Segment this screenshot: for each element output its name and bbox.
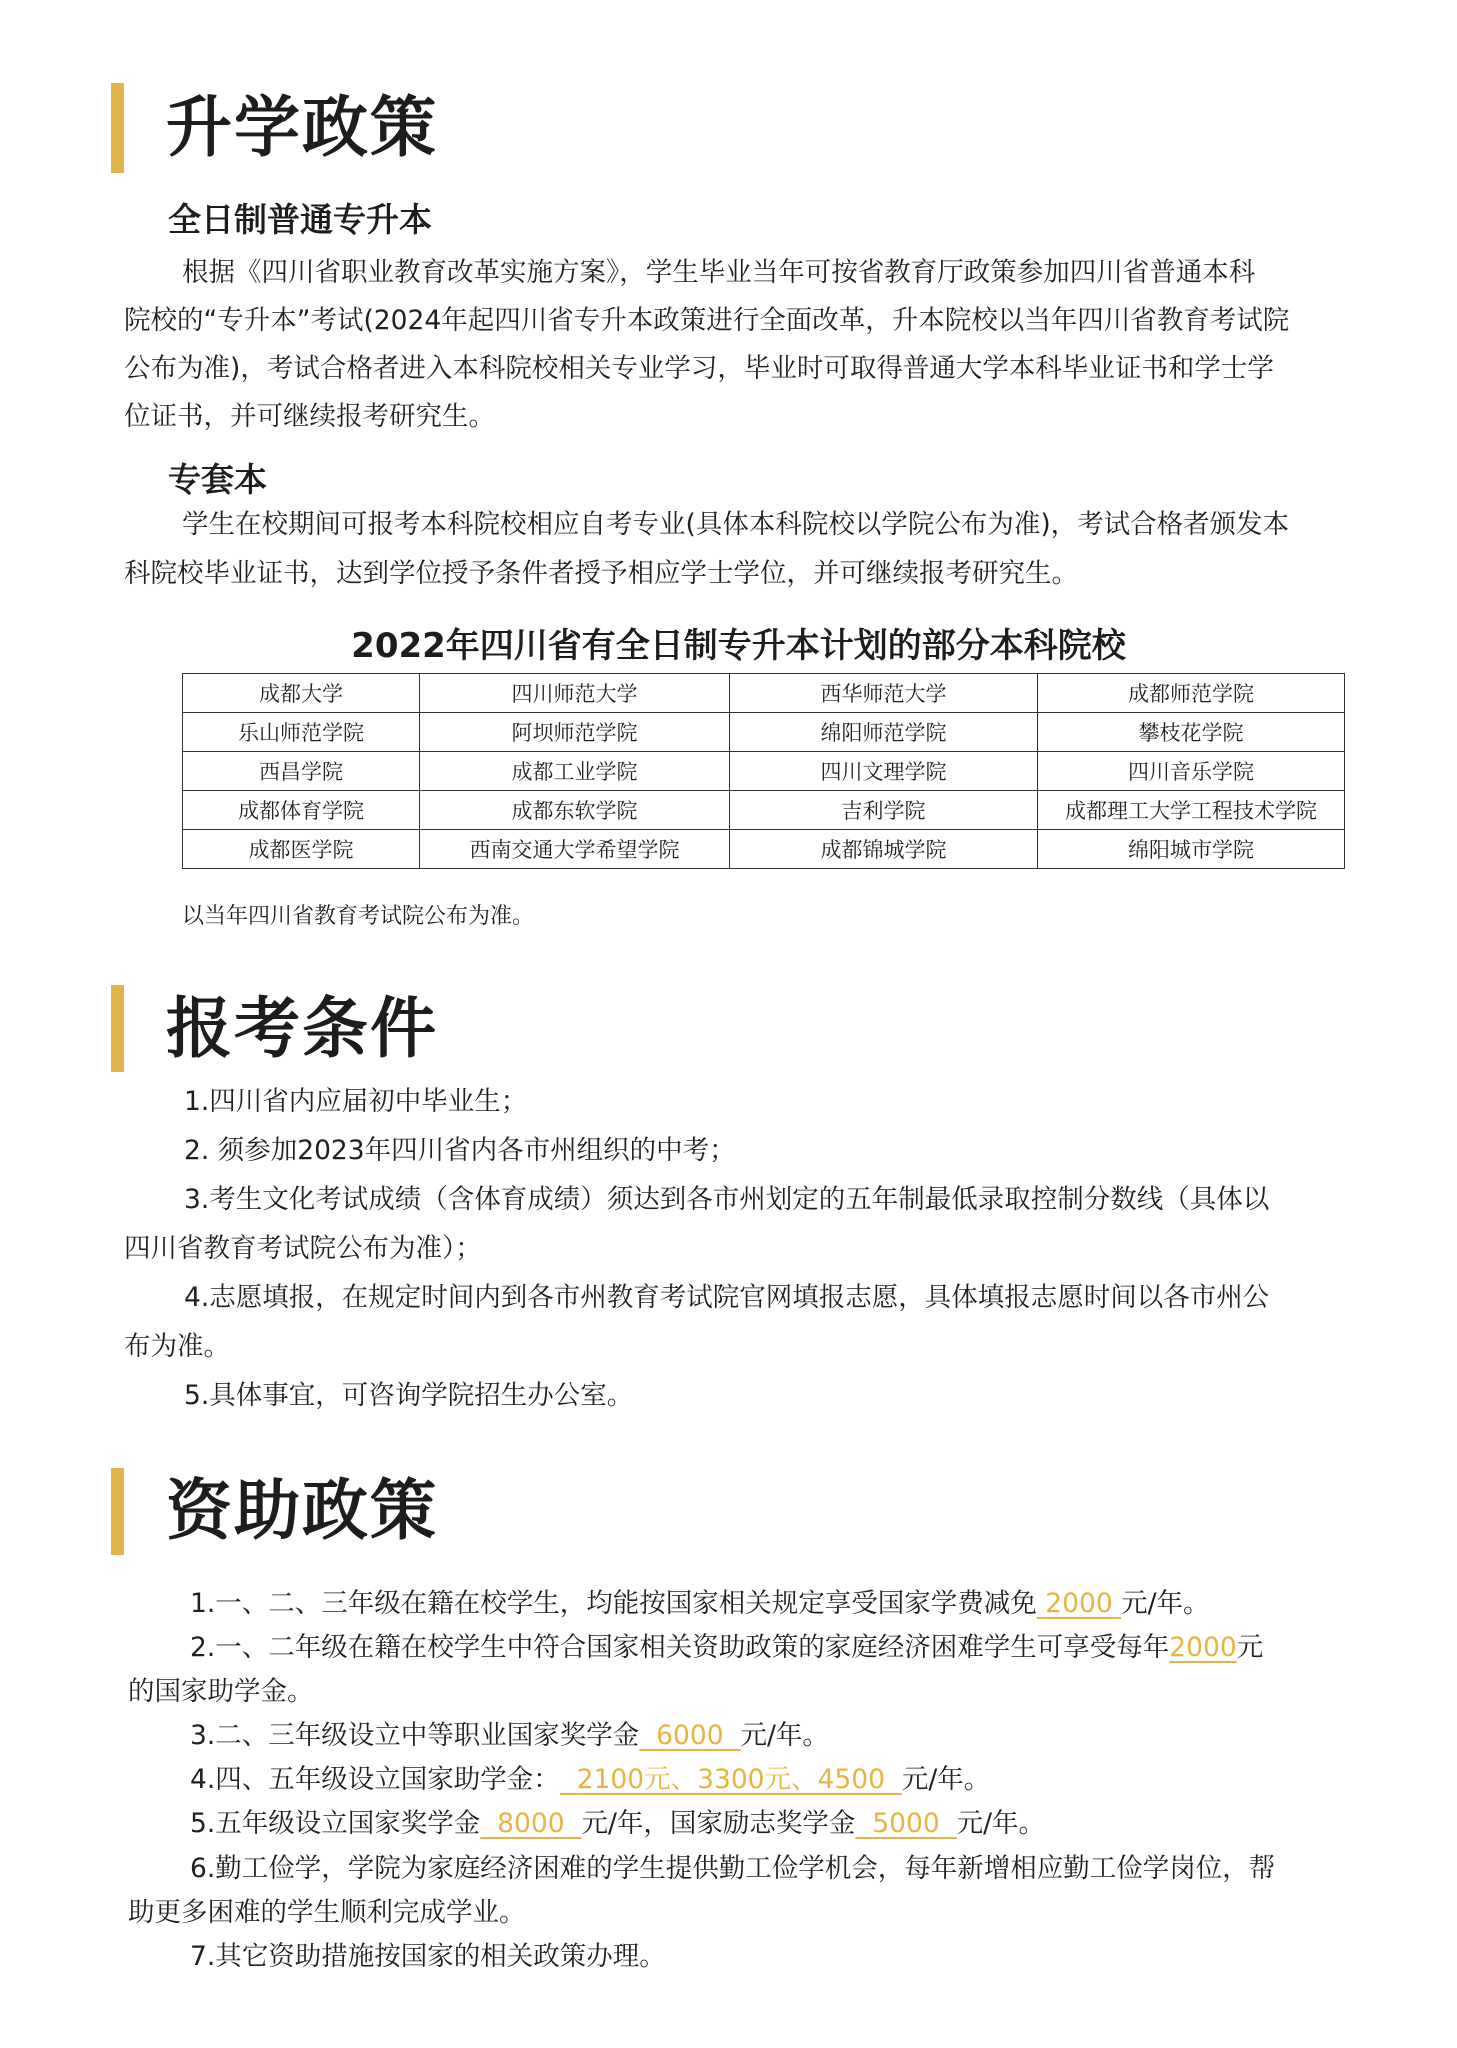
section-accent-bar: [111, 83, 124, 173]
aid-item: [190, 1720, 829, 1751]
table-cell: 成都大学: [183, 674, 420, 713]
requirement-item: 1.四川省内应届初中毕业生；: [184, 1086, 528, 1117]
paragraph-line: 位证书，并可继续报考研究生。: [124, 401, 495, 432]
aid-amount: 2000: [1169, 1632, 1237, 1663]
paragraph-line: 院校的“专升本”考试(2024年起四川省专升本政策进行全面改革，升本院校以当年四川省教育考试院: [124, 305, 1290, 336]
aid-text: 5.五年级设立国家奖学金: [190, 1808, 481, 1839]
paragraph-line: 学生在校期间可报考本科院校相应自考专业(具体本科院校以学院公布为准)，考试合格者颁发本: [182, 509, 1290, 540]
aid-item: 6.勤工俭学，学院为家庭经济困难的学生提供勤工俭学机会，每年新增相应勤工俭学岗位，帮: [190, 1853, 1276, 1884]
subheading-full-time-upgrade: 全日制普通专升本: [168, 200, 432, 239]
aid-unit: 元: [1236, 1632, 1264, 1663]
aid-unit: 元/年。: [740, 1720, 829, 1751]
table-cell: 成都东软学院: [420, 791, 730, 830]
table-cell: 成都体育学院: [183, 791, 420, 830]
table-cell: 阿坝师范学院: [420, 713, 730, 752]
aid-amount: 2000: [1045, 1588, 1113, 1619]
aid-unit: 元/年。: [956, 1808, 1046, 1839]
subheading-zhuan-tao-ben: 专套本: [168, 460, 267, 499]
aid-item-continued: 助更多困难的学生顺利完成学业。: [128, 1897, 526, 1928]
section-title-financial-aid: 资助政策: [166, 1472, 438, 1549]
table-cell: 西南交通大学希望学院: [420, 830, 730, 869]
aid-unit: 元/年。: [1121, 1588, 1210, 1619]
requirement-item: 四川省教育考试院公布为准）；: [124, 1233, 482, 1264]
aid-item: [190, 1808, 1046, 1839]
table-cell: 绵阳城市学院: [1038, 830, 1345, 869]
aid-item: [190, 1764, 991, 1795]
aid-text: 4.四、五年级设立国家助学金：: [190, 1764, 560, 1795]
universities-table: [182, 673, 1345, 869]
table-cell: 成都工业学院: [420, 752, 730, 791]
aid-item-continued: 的国家助学金。: [128, 1676, 314, 1707]
requirement-item: 布为准。: [124, 1331, 230, 1362]
table-cell: 四川师范大学: [420, 674, 730, 713]
table-cell: 成都师范学院: [1038, 674, 1345, 713]
aid-amount: 8000: [497, 1808, 565, 1839]
table-row: [183, 674, 1345, 713]
table-cell: 西昌学院: [183, 752, 420, 791]
table-cell: 四川音乐学院: [1038, 752, 1345, 791]
table-cell: 吉利学院: [730, 791, 1038, 830]
aid-text: 2.一、二年级在籍在校学生中符合国家相关资助政策的家庭经济困难学生可享受每年: [190, 1632, 1170, 1663]
section-accent-bar: [111, 985, 124, 1072]
table-row: [183, 791, 1345, 830]
requirement-item: 3.考生文化考试成绩（含体育成绩）须达到各市州划定的五年制最低录取控制分数线（具体以: [184, 1184, 1270, 1215]
table-title: 2022年四川省有全日制专升本计划的部分本科院校: [351, 626, 1126, 666]
aid-amount: 6000: [656, 1720, 724, 1751]
aid-item: [190, 1632, 1264, 1663]
requirement-item: 5.具体事宜，可咨询学院招生办公室。: [184, 1380, 634, 1411]
table-row: [183, 830, 1345, 869]
table-note: 以当年四川省教育考试院公布为准。: [182, 904, 535, 929]
table-row: [183, 713, 1345, 752]
aid-text: 元/年，国家励志奖学金: [581, 1808, 856, 1839]
aid-item: 7.其它资助措施按国家的相关政策办理。: [190, 1941, 666, 1972]
section-title-admission-policy: 升学政策: [166, 89, 438, 166]
paragraph-line: 根据《四川省职业教育改革实施方案》，学生毕业当年可按省教育厅政策参加四川省普通本科: [182, 257, 1256, 288]
aid-amount: 5000: [872, 1808, 940, 1839]
table-cell: 成都理工大学工程技术学院: [1038, 791, 1345, 830]
table-cell: 西华师范大学: [730, 674, 1038, 713]
paragraph-line: 科院校毕业证书，达到学位授予条件者授予相应学士学位，并可继续报考研究生。: [124, 558, 1078, 589]
aid-unit: 元/年。: [901, 1764, 991, 1795]
aid-item: [190, 1588, 1210, 1619]
aid-text: 1.一、二、三年级在籍在校学生，均能按国家相关规定享受国家学费减免: [190, 1588, 1037, 1619]
section-title-application-requirements: 报考条件: [166, 990, 438, 1067]
aid-amount: 2100元、3300元、4500: [576, 1764, 885, 1795]
requirement-item: 4.志愿填报，在规定时间内到各市州教育考试院官网填报志愿，具体填报志愿时间以各市州公: [184, 1282, 1270, 1313]
table-cell: 攀枝花学院: [1038, 713, 1345, 752]
table-cell: 成都锦城学院: [730, 830, 1038, 869]
table-cell: 四川文理学院: [730, 752, 1038, 791]
requirement-item: 2. 须参加2023年四川省内各市州组织的中考；: [184, 1135, 736, 1166]
table-cell: 乐山师范学院: [183, 713, 420, 752]
table-row: [183, 752, 1345, 791]
paragraph-line: 公布为准)，考试合格者进入本科院校相关专业学习，毕业时可取得普通大学本科毕业证书和学士学: [124, 353, 1274, 384]
section-accent-bar: [111, 1468, 124, 1555]
aid-text: 3.二、三年级设立中等职业国家奖学金: [190, 1720, 640, 1751]
table-cell: 成都医学院: [183, 830, 420, 869]
table-cell: 绵阳师范学院: [730, 713, 1038, 752]
